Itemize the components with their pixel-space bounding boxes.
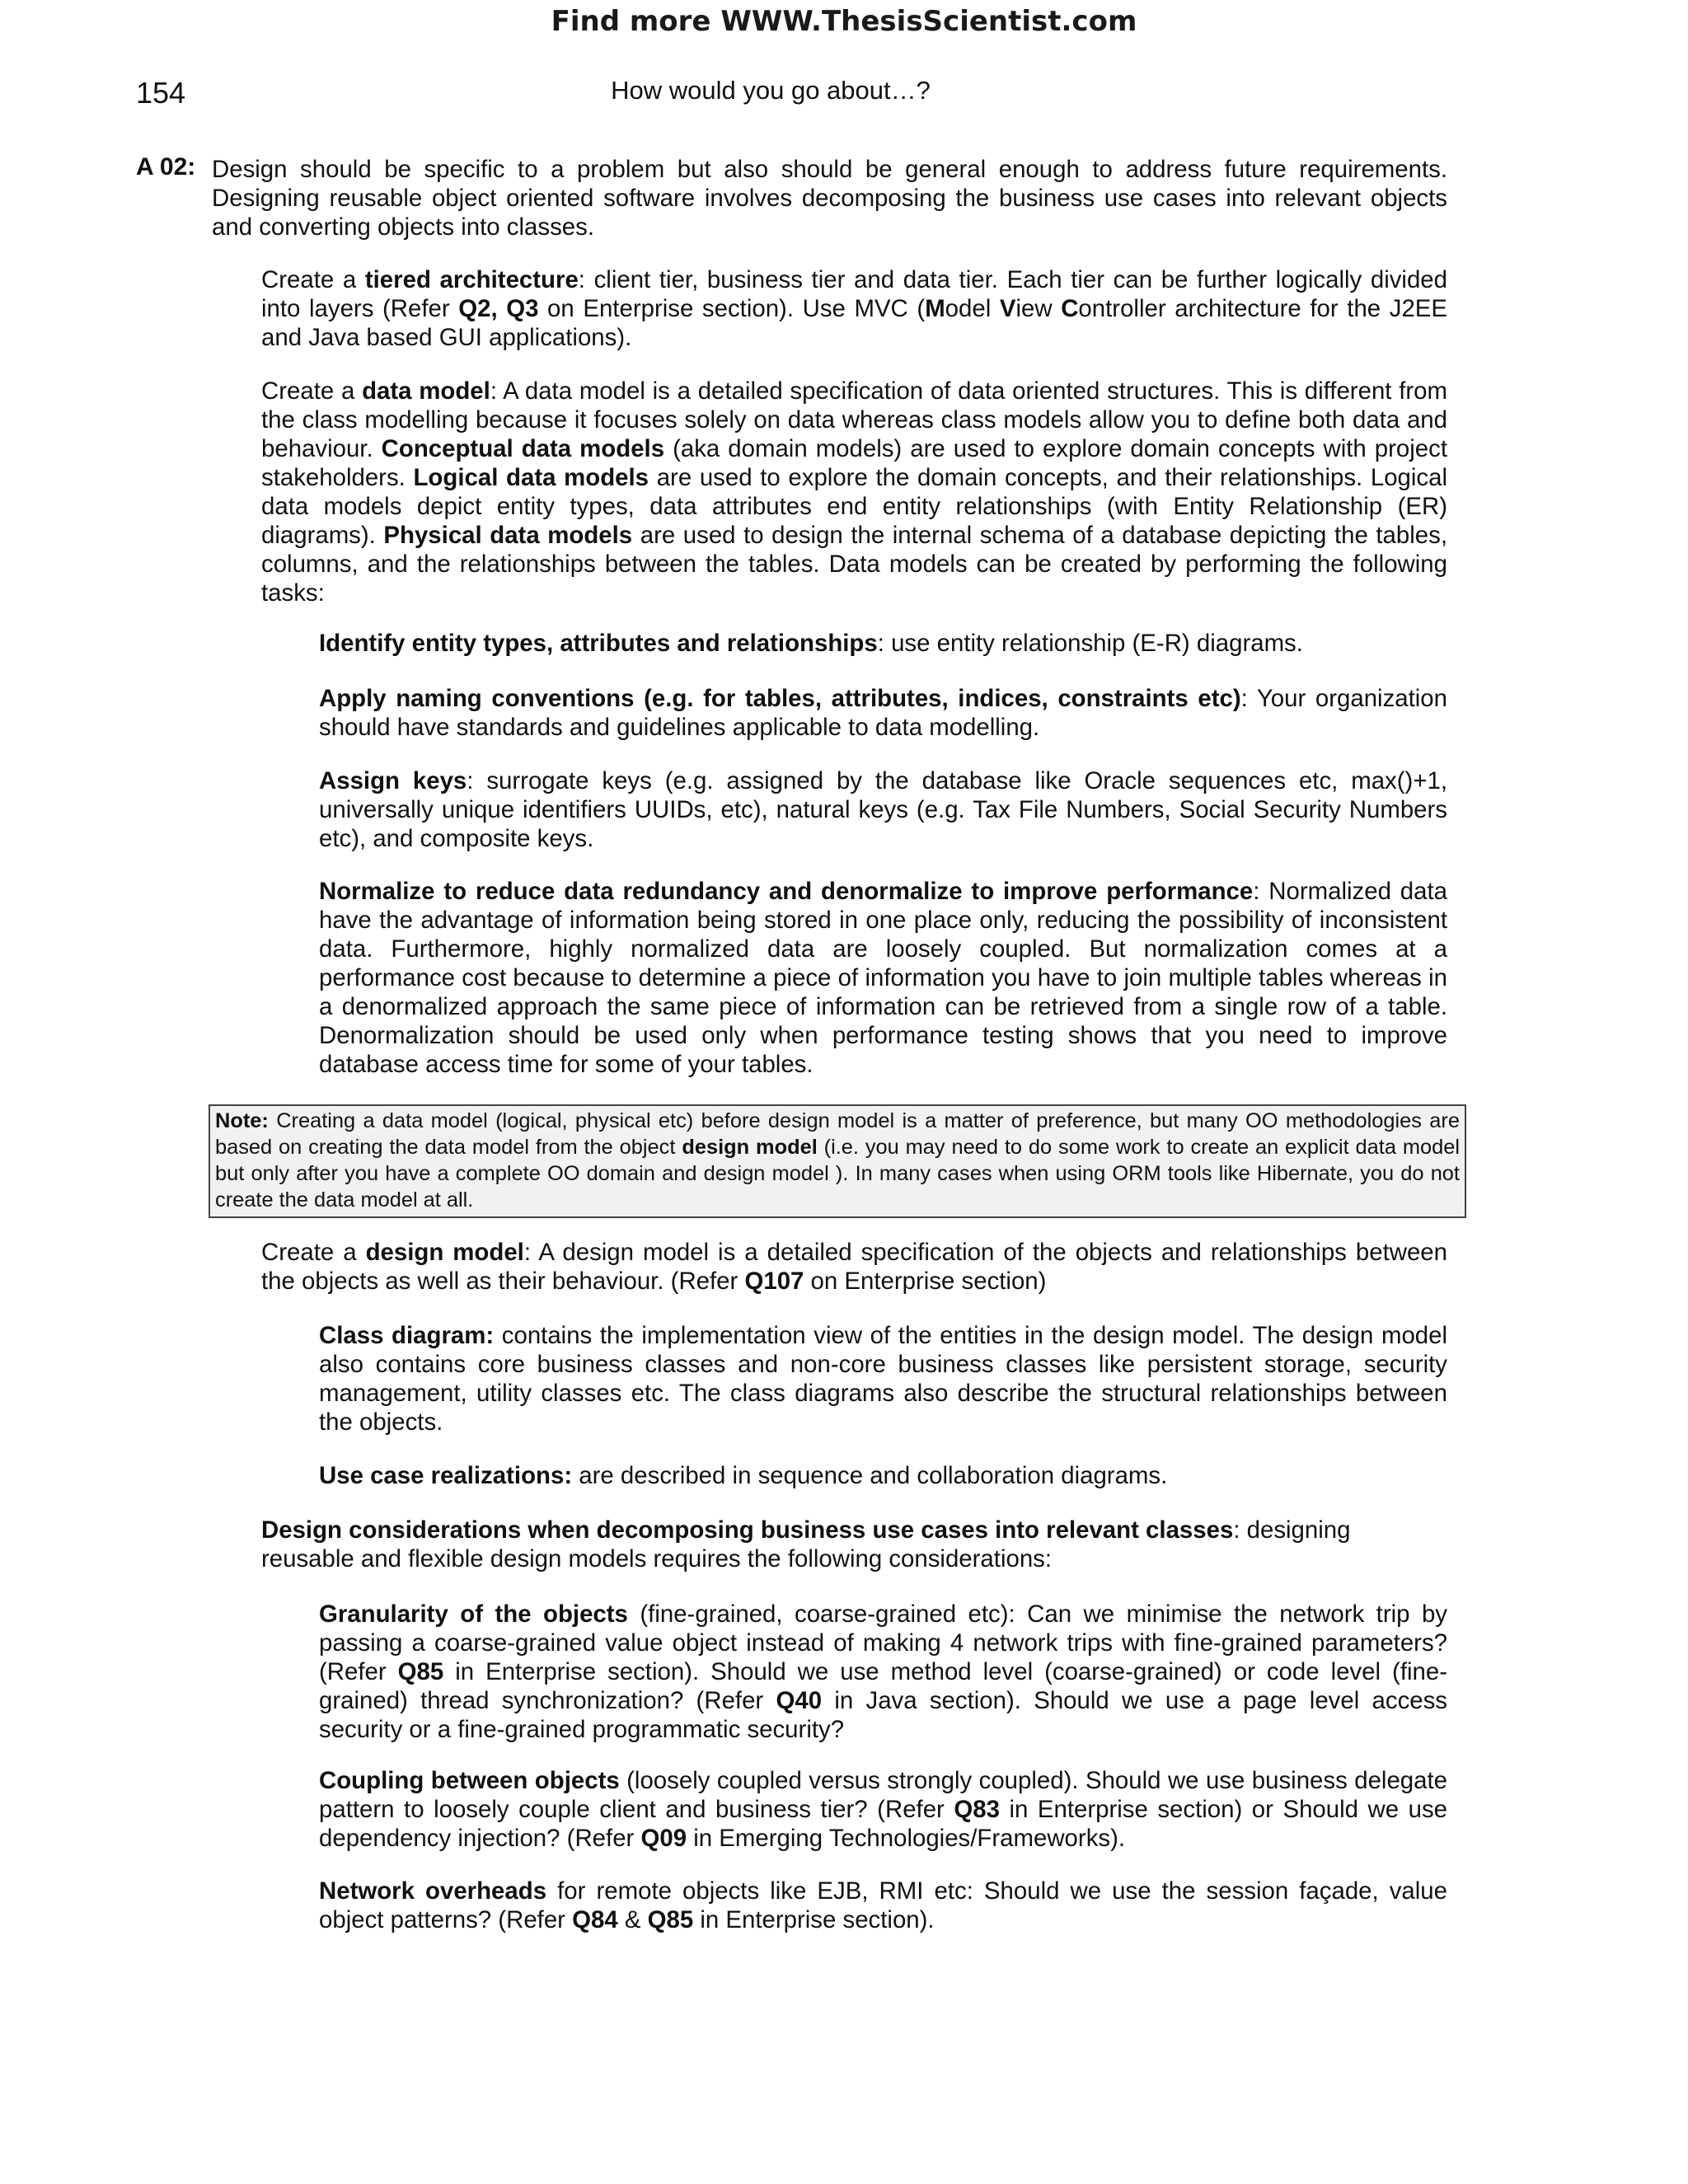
coupling-paragraph: Coupling between objects (loosely coupled versus strongly coupled). Should we use business delegate pattern to loosely couple client and business tier? (Refer Q83 in Enterprise section) or Should we use dependency injection? (Refer Q09 in Emerging Technologies/Frameworks).	[319, 1767, 1447, 1852]
task-identify-entities: Identify entity types, attributes and relationships: use entity relationship (E-R) diagrams.	[319, 630, 1303, 657]
answer-intro: Design should be specific to a problem but also should be general enough to address future requirements. Designing reusable object oriented software involves decomposing the business use cases into relevant objects and converting objects into classes.	[212, 156, 1447, 241]
task-naming-conventions: Apply naming conventions (e.g. for tables, attributes, indices, constraints etc): Your organization should have standards and guidelines applicable to data modelling.	[319, 685, 1448, 741]
data-model-paragraph: Create a data model: A data model is a detailed specification of data oriented structures. This is different from the class modelling because it focuses solely on data whereas class models allow you to define both data and behaviour. Conceptual data models (aka domain models) are used to explore domain concepts with project stakeholders. Logical data models are used to explore the domain concepts, and their relationships. Logical data models depict entity types, data attributes end entity relationships (with Entity Relationship (ER) diagrams). Physical data models are used to design the internal schema of a database depicting the tables, columns, and the relationships between the tables. Data models can be created by performing the following tasks:	[261, 377, 1448, 607]
note-box: Note: Creating a data model (logical, physical etc) before design model is a matter of preference, but many OO methodologies are based on creating the data model from the object design model (i.e. you may need to do some work to create an explicit data model but only after you have a complete OO domain and design model ). In many cases when using ORM tools like Hibernate, you do not create the data model at all.	[209, 1104, 1466, 1218]
granularity-paragraph: Granularity of the objects (fine-grained, coarse-grained etc): Can we minimise the network trip by passing a coarse-grained value object instead of making 4 network trips with fine-grained parameters? (Refer Q85 in Enterprise section). Should we use method level (coarse-grained) or code level (fine-grained) thread synchronization? (Refer Q40 in Java section). Should we use a page level access security or a fine-grained programmatic security?	[319, 1601, 1448, 1743]
use-case-realizations-paragraph: Use case realizations: are described in sequence and collaboration diagrams.	[319, 1462, 1168, 1489]
network-overheads-paragraph: Network overheads for remote objects like EJB, RMI etc: Should we use the session façade, value object patterns? (Refer Q84 & Q85 in Enterprise section).	[319, 1877, 1448, 1933]
answer-label: A 02:	[136, 153, 196, 180]
page-number: 154	[136, 76, 186, 110]
task-assign-keys: Assign keys: surrogate keys (e.g. assigned by the database like Oracle sequences etc, max()+1, universally unique identifiers UUIDs, etc), natural keys (e.g. Tax File Numbers, Social Security Numbers etc), and composite keys.	[319, 767, 1447, 852]
tiered-architecture-paragraph: Create a tiered architecture: client tier, business tier and data tier. Each tier can be further logically divided into layers (Refer Q2, Q3 on Enterprise section). Use MVC (Model View Controller architecture for the J2EE and Java based GUI applications).	[261, 266, 1447, 351]
running-header: How would you go about…?	[611, 76, 931, 105]
class-diagram-paragraph: Class diagram: contains the implementation view of the entities in the design model. The design model also contains core business classes and non-core business classes like persistent storage, security management, utility classes etc. The class diagrams also describe the structural relationships between the objects.	[319, 1322, 1448, 1436]
design-considerations-paragraph: Design considerations when decomposing business use cases into relevant classes: designing reusable and flexible design models requires the following considerations:	[261, 1516, 1351, 1572]
design-model-paragraph: Create a design model: A design model is a detailed specification of the objects and relationships between the objects as well as their behaviour. (Refer Q107 on Enterprise section)	[261, 1239, 1447, 1295]
site-banner: Find more WWW.ThesisScientist.com	[551, 5, 1137, 38]
task-normalize: Normalize to reduce data redundancy and denormalize to improve performance: Normalized data have the advantage of information being stored in one place only, reducing the possibility of inconsistent data. Furthermore, highly normalized data are loosely coupled. But normalization comes at a performance cost because to determine a piece of information you have to join multiple tables whereas in a denormalized approach the same piece of information can be retrieved from a single row of a table. Denormalization should be used only when performance testing shows that you need to improve database access time for some of your tables.	[319, 878, 1447, 1078]
